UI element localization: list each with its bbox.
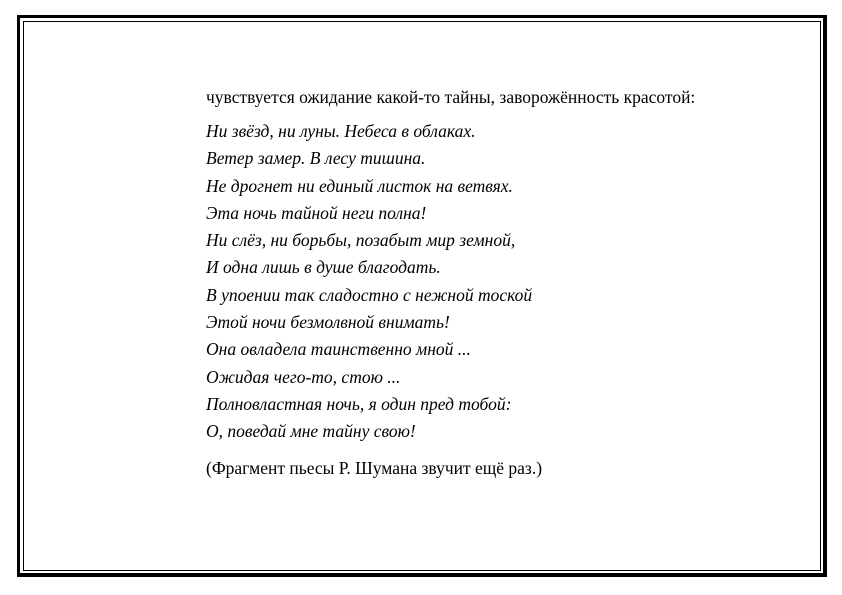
poem-line: Не дрогнет ни единый листок на ветвях. [206, 175, 513, 196]
poem-line: Она овладела таинственно мной ... [206, 339, 471, 360]
poem-line: Этой ночи безмолвной внимать! [206, 312, 450, 333]
poem-line: Ветер замер. В лесу тишина. [206, 148, 426, 169]
poem [206, 118, 726, 446]
poem-line: Ни звёзд, ни луны. Небеса в облаках. [206, 121, 476, 141]
poem-line: В упоении так сладостно с нежной тоской [206, 284, 533, 305]
poem-line: Ни слёз, ни борьбы, позабыт мир земной, [206, 230, 516, 251]
poem-line: Ожидая чего-то, стою ... [206, 366, 401, 387]
outro-paragraph: (Фрагмент пьесы Р. Шумана звучит ещё раз.) [206, 457, 543, 478]
page-content [206, 84, 726, 481]
poem-line: О, поведай мне тайну свою! [206, 421, 416, 442]
poem-line: Эта ночь тайной неги полна! [206, 202, 427, 223]
intro-paragraph: чувствуется ожидание какой-то тайны, заворожённость красотой: [206, 87, 696, 107]
poem-line: И одна лишь в душе благодать. [206, 257, 441, 278]
poem-line: Полновластная ночь, я один пред тобой: [206, 393, 512, 414]
